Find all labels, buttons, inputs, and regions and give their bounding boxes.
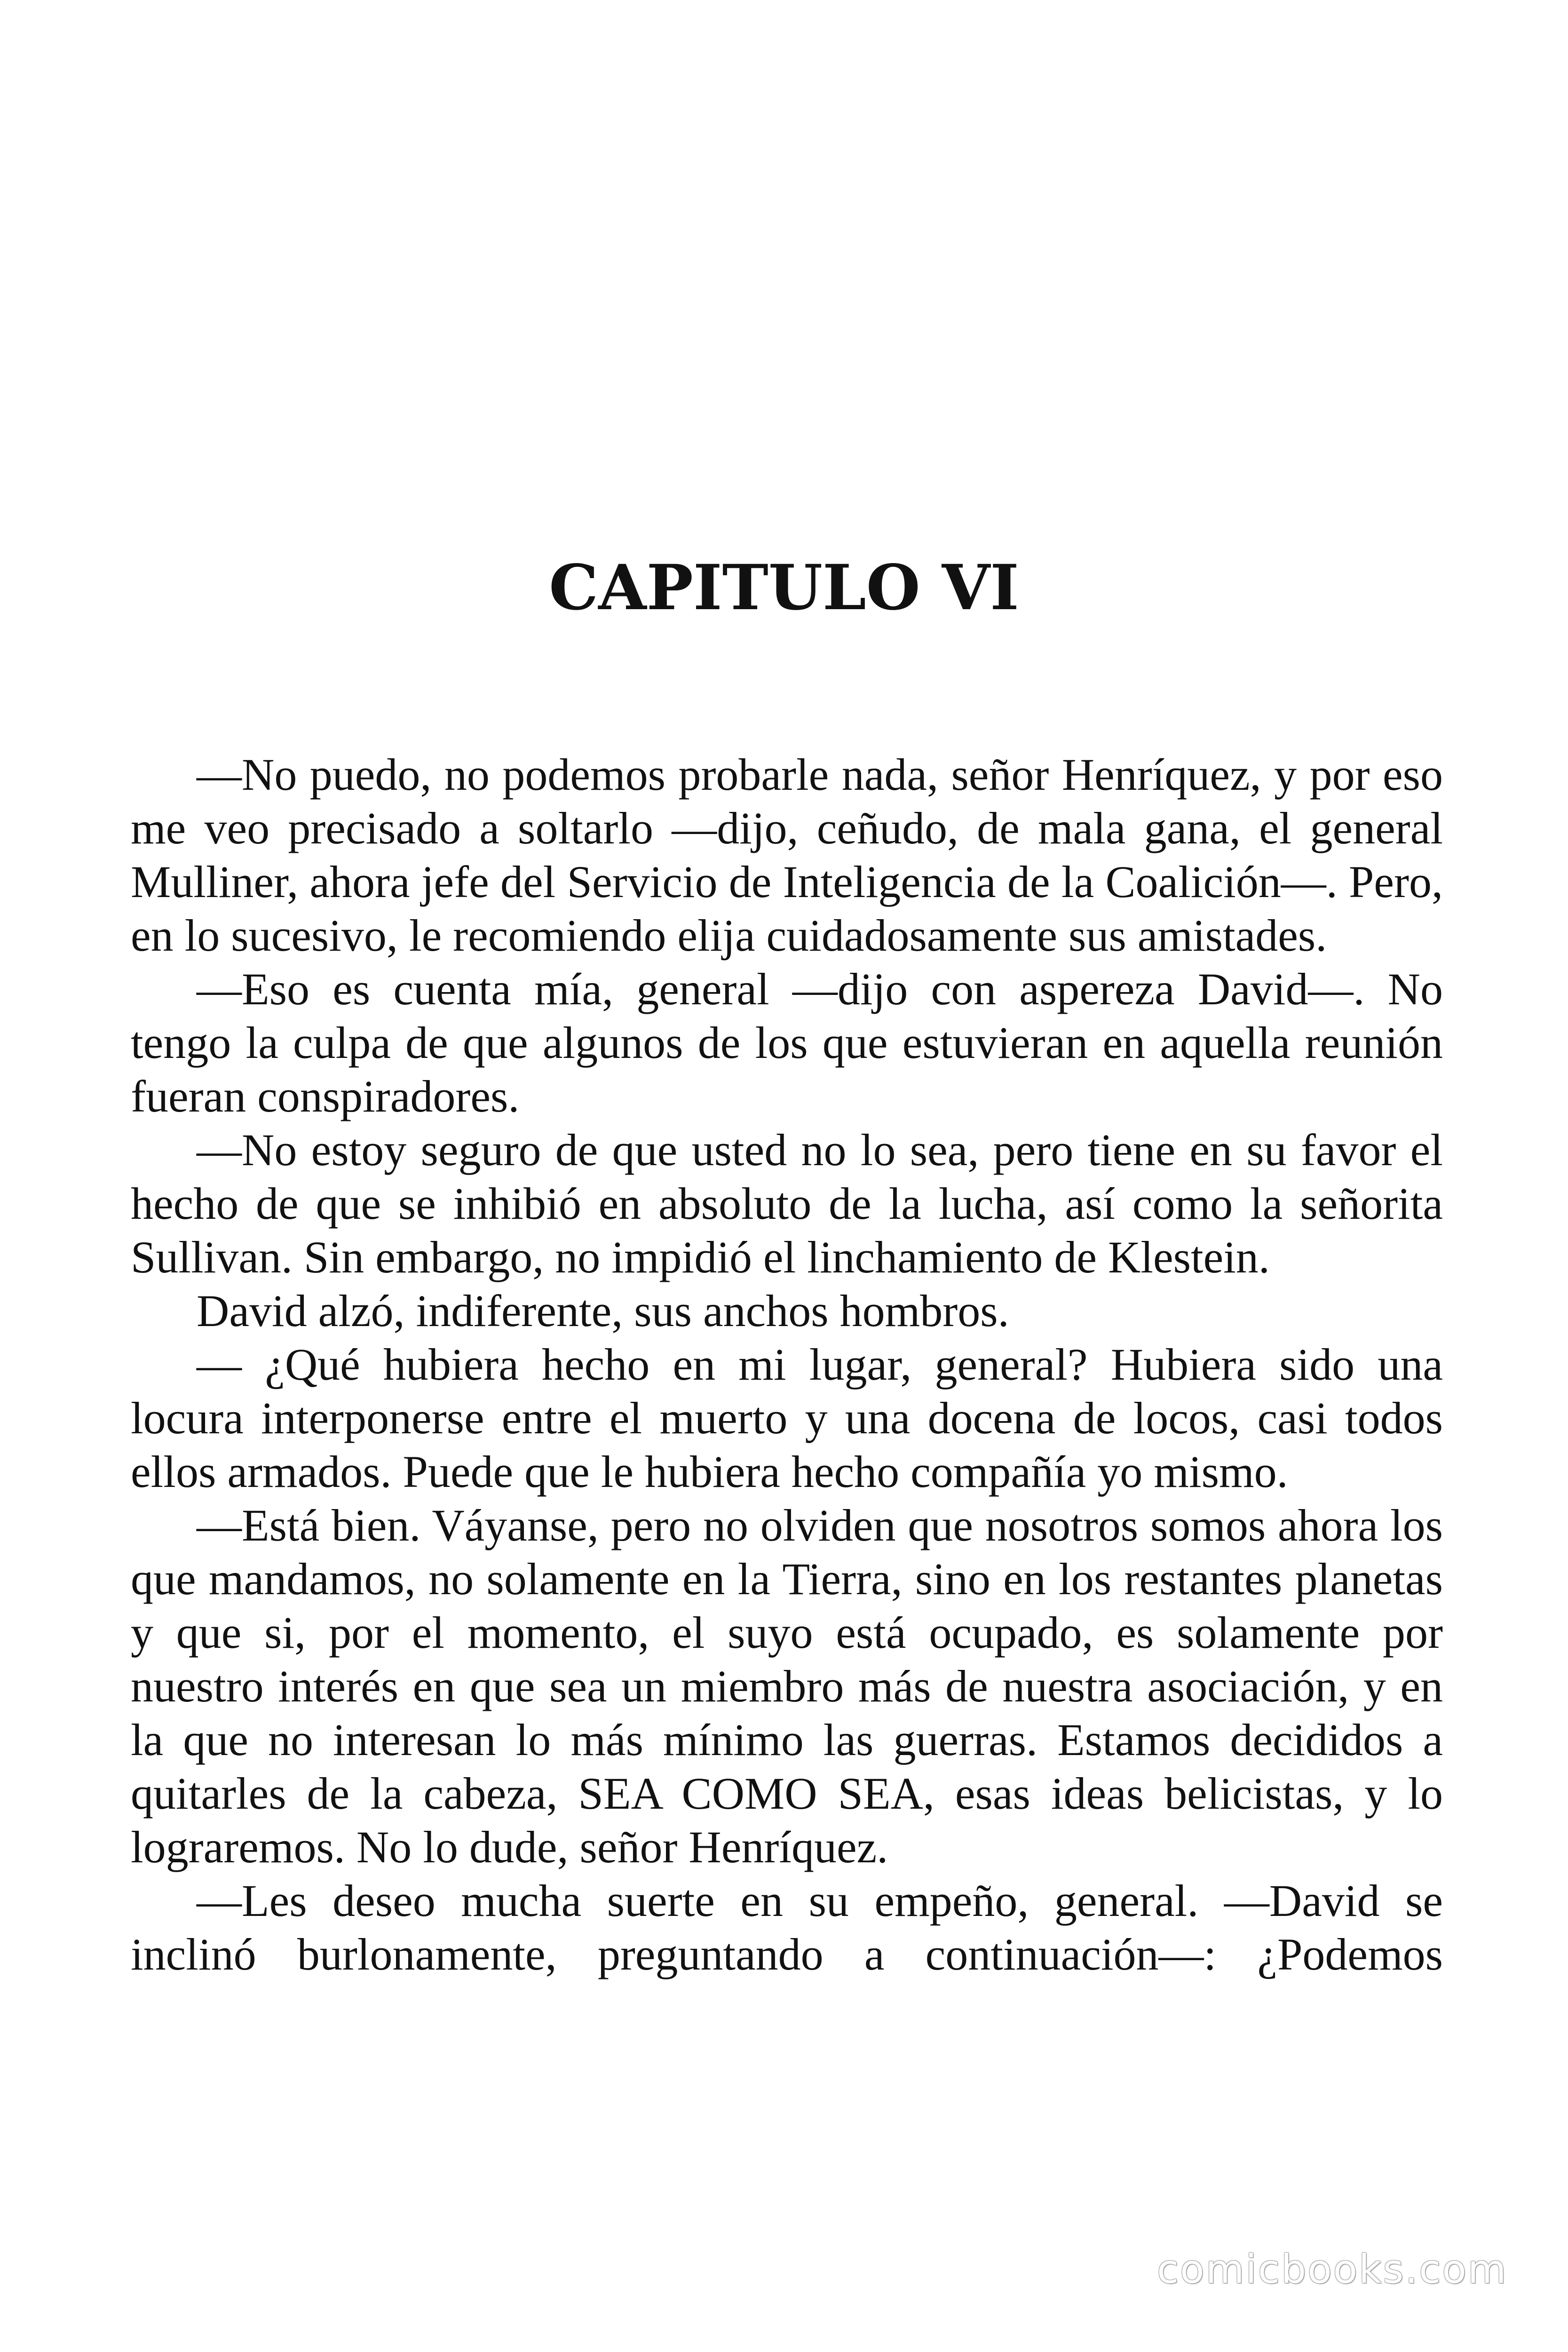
chapter-title: CAPITULO VI [549,551,1019,624]
paragraph: —No estoy seguro de que usted no lo sea, pero tiene en su favor el hecho de que se inhibió en absoluto de la lucha, así como la señorita Sullivan. Sin embargo, no impidió el linchamiento de Klestein. [131,1125,1443,1282]
paragraph: —Eso es cuenta mía, general —dijo con aspereza David—. No tengo la culpa de que algunos de los que estuvieran en aquella reunión fueran conspiradores. [131,964,1443,1121]
paragraph: David alzó, indiferente, sus anchos hombros. [197,1286,1009,1336]
paragraph: —Está bien. Váyanse, pero no olviden que nosotros somos ahora los que mandamos, no solamente en la Tierra, sino en los restantes planetas y que si, por el momento, el suyo está ocupado, es solamente por nuestro interés en que sea un miembro más de nuestra asociación, y en la que no interesan lo más mínimo las guerras. Estamos decididos a quitarles de la cabeza, SEA COMO SEA, esas ideas belicistas, y lo lograremos. No lo dude, señor Henríquez. [131,1500,1443,1872]
paragraph: —Les deseo mucha suerte en su empeño, general. —David se inclinó burlonamente, preguntando a continuación—: ¿Podemos [131,1875,1443,1979]
paragraph: —No puedo, no podemos probarle nada, señor Henríquez, y por eso me veo precisado a soltarlo —dijo, ceñudo, de mala gana, el general Mulliner, ahora jefe del Servicio de Inteligencia de la Coalición—. Pero, en lo sucesivo, le recomiendo elija cuidadosamente sus amistades. [131,749,1443,961]
body-text [131,748,1443,1981]
paragraph: — ¿Qué hubiera hecho en mi lugar, general? Hubiera sido una locura interponerse entre el muerto y una docena de locos, casi todos ellos armados. Puede que le hubiera hecho compañía yo mismo. [131,1339,1443,1497]
watermark: comicbooks.com [1157,2246,1508,2292]
